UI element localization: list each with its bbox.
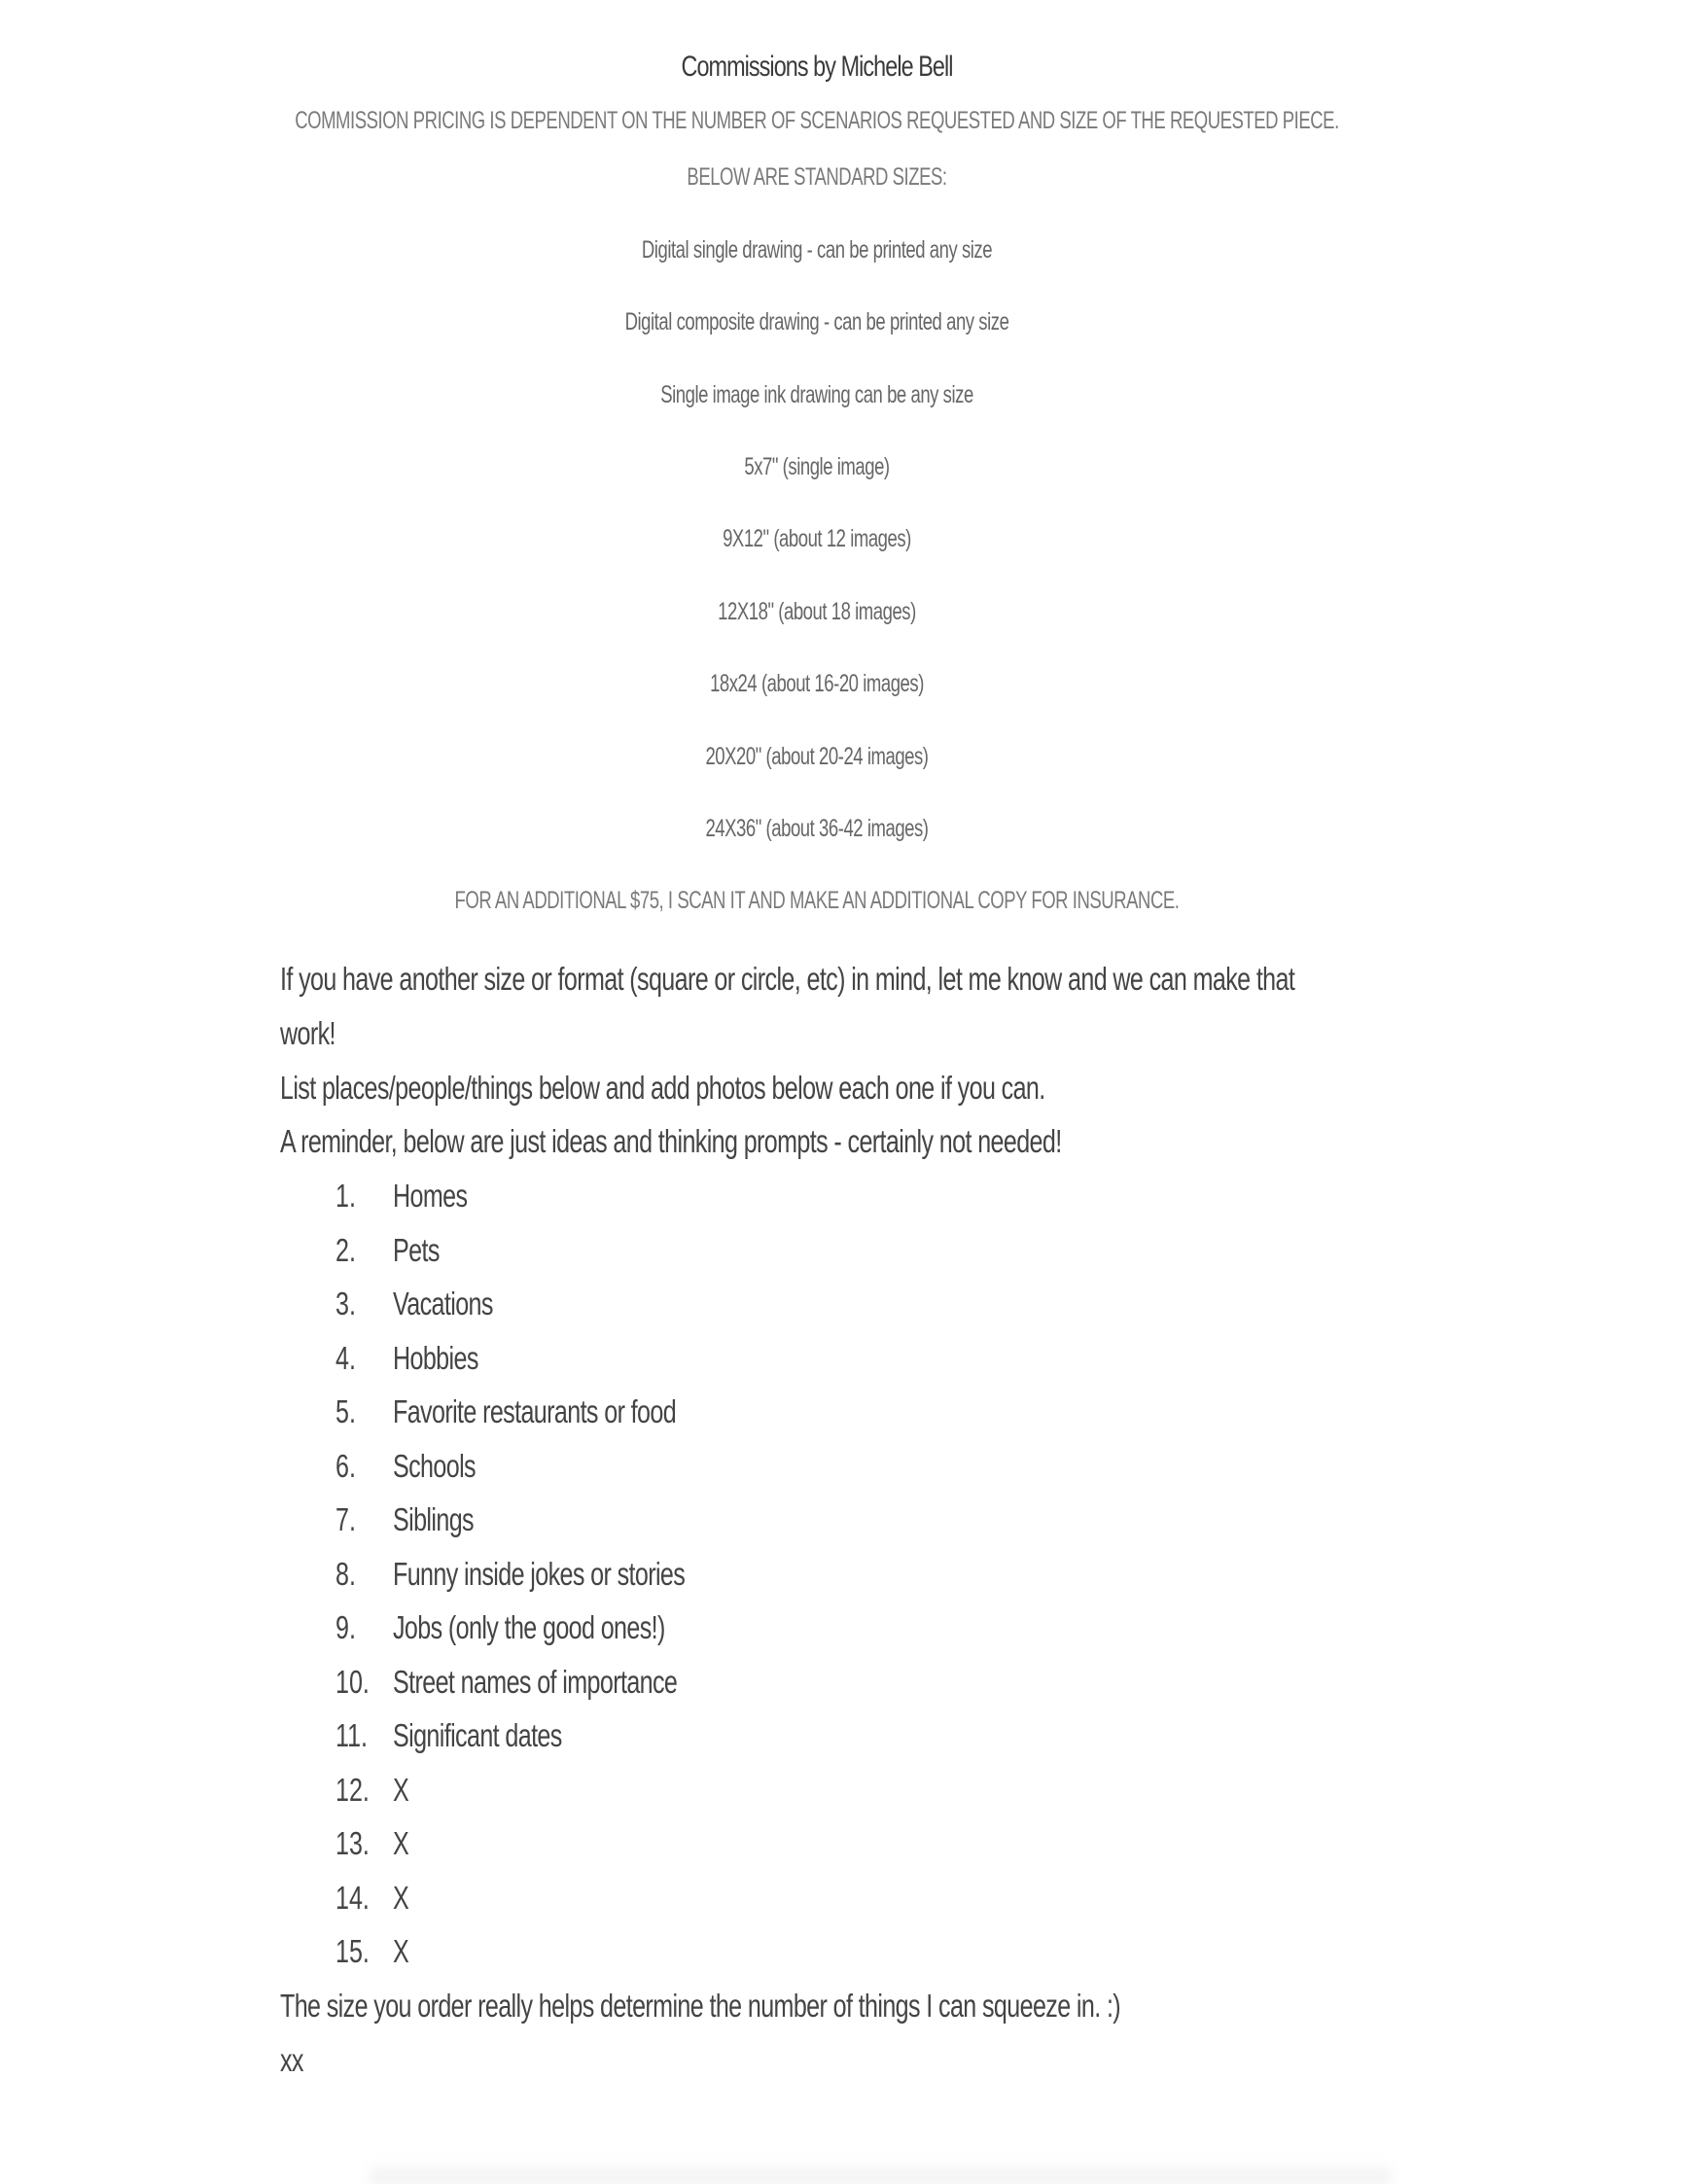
list-number: 14. [336, 1880, 370, 1916]
bottom-shadow [370, 2161, 1391, 2184]
size-item: 5x7" (single image) [744, 453, 890, 480]
size-item: Digital composite drawing - can be printed any size [624, 308, 1009, 335]
list-text: Hobbies [393, 1340, 478, 1376]
size-item: 9X12" (about 12 images) [723, 525, 911, 552]
list-number: 12. [336, 1772, 370, 1808]
size-item: 24X36" (about 36-42 images) [705, 815, 929, 842]
list-text: X [393, 1933, 409, 1969]
list-text: Homes [393, 1178, 468, 1214]
list-text: Funny inside jokes or stories [393, 1556, 686, 1592]
list-text: X [393, 1825, 409, 1861]
list-text: X [393, 1880, 409, 1916]
list-number: 7. [336, 1501, 356, 1537]
list-number: 5. [336, 1393, 356, 1429]
list-number: 8. [336, 1556, 356, 1592]
list-text: Schools [393, 1448, 476, 1484]
list-number: 15. [336, 1933, 370, 1969]
list-number: 2. [336, 1232, 356, 1268]
size-item: 20X20" (about 20-24 images) [705, 743, 929, 770]
list-text: Jobs (only the good ones!) [393, 1609, 665, 1645]
standard-sizes-heading: BELOW ARE STANDARD SIZES: [687, 163, 947, 191]
list-number: 6. [336, 1448, 356, 1484]
intro-line: If you have another size or format (square or circle, etc) in mind, let me know and we can make that [280, 961, 1295, 997]
list-text: Vacations [393, 1286, 493, 1321]
list-text: Pets [393, 1232, 440, 1268]
list-text: Street names of importance [393, 1664, 678, 1700]
signoff: xx [280, 2042, 303, 2078]
list-number: 13. [336, 1825, 370, 1861]
list-text: Siblings [393, 1501, 474, 1537]
list-number: 1. [336, 1178, 356, 1214]
size-item: Single image ink drawing can be any size [660, 381, 973, 408]
list-text: X [393, 1772, 409, 1808]
list-number: 10. [336, 1664, 370, 1700]
size-item: 12X18" (about 18 images) [718, 598, 916, 625]
page-title: Commissions by Michele Bell [681, 51, 953, 83]
list-number: 9. [336, 1609, 356, 1645]
list-number: 3. [336, 1286, 356, 1321]
size-item: 18x24 (about 16-20 images) [710, 670, 924, 697]
list-text: Significant dates [393, 1717, 562, 1753]
list-number: 11. [336, 1717, 369, 1753]
closing-line: The size you order really helps determine the number of things I can squeeze in. :) [280, 1988, 1121, 2024]
intro-line-continued: work! [280, 1015, 336, 1051]
size-item: Digital single drawing - can be printed any size [641, 236, 993, 264]
photos-instruction: List places/people/things below and add photos below each one if you can. [280, 1070, 1045, 1106]
list-text: Favorite restaurants or food [393, 1393, 677, 1429]
list-number: 4. [336, 1340, 356, 1376]
pricing-note: COMMISSION PRICING IS DEPENDENT ON THE NUMBER OF SCENARIOS REQUESTED AND SIZE OF THE REQUESTED PIECE. [295, 107, 1339, 134]
reminder-line: A reminder, below are just ideas and thinking prompts - certainly not needed! [280, 1123, 1062, 1159]
insurance-note: FOR AN ADDITIONAL $75, I SCAN IT AND MAKE AN ADDITIONAL COPY FOR INSURANCE. [454, 887, 1180, 914]
